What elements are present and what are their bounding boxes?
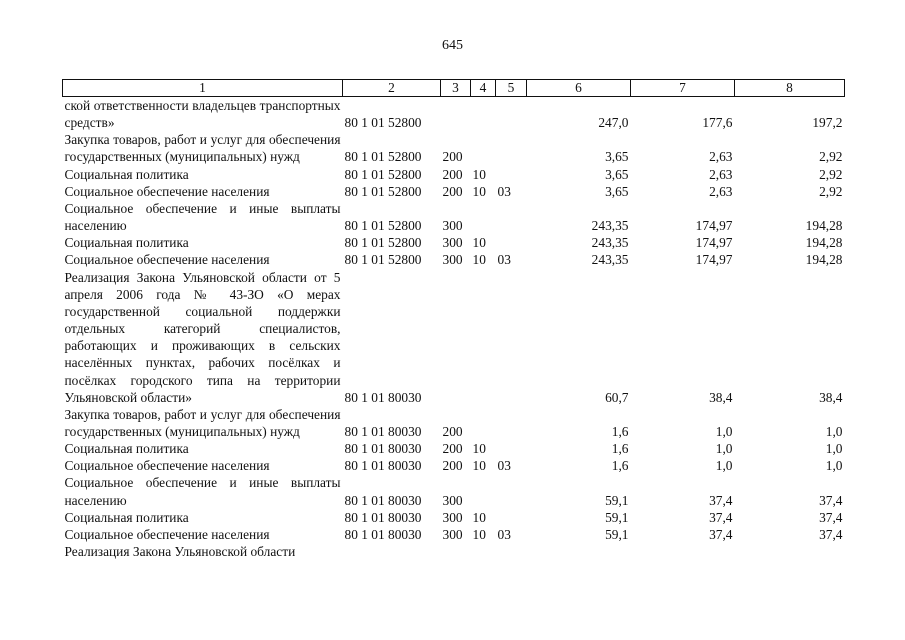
- column-header: 1: [63, 80, 343, 97]
- section-cell: [471, 131, 496, 165]
- amount-cell: 1,0: [825, 423, 843, 439]
- target-code-cell: 80 1 01 52800: [344, 235, 422, 251]
- table-row: [63, 234, 845, 251]
- subsection-cell: [496, 543, 527, 560]
- amount-cell: 1,0: [825, 441, 843, 457]
- subsection-cell: [496, 406, 527, 440]
- row-name-cell: Реализация Закона Ульяновской области от 5 апреля 2006 года № 43-ЗО «О мерах государственной социальной поддержки отдельных категорий специалистов, работающих и проживающих в сельских населённых пунктах, рабочих посёлках и посёлках городского типа на территории Ульяновской области»: [64, 269, 341, 405]
- row-name-cell: ской ответственности владельцев транспортных средств»: [64, 98, 341, 131]
- row-name-cell: Закупка товаров, работ и услуг для обеспечения государственных (муниципальных) нужд: [64, 406, 341, 439]
- target-code-cell: 80 1 01 52800: [344, 252, 422, 268]
- expense-group-cell: [441, 97, 471, 132]
- table-row: [63, 406, 845, 440]
- amount-cell: 174,97: [695, 218, 733, 234]
- amount-cell: 37,4: [709, 509, 733, 525]
- row-name-cell: Социальная политика: [64, 441, 189, 457]
- row-name-cell: Социальное обеспечение населения: [64, 183, 270, 199]
- section-cell: 10: [472, 166, 486, 182]
- section-cell: 10: [472, 252, 486, 268]
- amount-cell: 38,4: [819, 389, 843, 405]
- target-code-cell: 80 1 01 52800: [344, 183, 422, 199]
- amount-cell: 174,97: [695, 252, 733, 268]
- target-code-cell: 80 1 01 80030: [344, 509, 422, 525]
- amount-cell: 3,65: [605, 183, 629, 199]
- expense-group-cell: [441, 269, 471, 406]
- amount-cell: 37,4: [709, 492, 733, 508]
- section-cell: 10: [472, 441, 486, 457]
- table-row: [63, 474, 845, 508]
- subsection-cell: 03: [497, 252, 511, 268]
- amount-cell: 37,4: [709, 526, 733, 542]
- budget-table: [62, 79, 845, 560]
- table-row: [63, 526, 845, 543]
- subsection-cell: [496, 234, 527, 251]
- amount-cell: 174,97: [695, 235, 733, 251]
- page-number: 645: [442, 38, 463, 53]
- subsection-cell: [496, 269, 527, 406]
- subsection-cell: [496, 200, 527, 234]
- amount-cell: 3,65: [605, 149, 629, 165]
- expense-group-cell: 200: [442, 423, 463, 439]
- table-row: [63, 457, 845, 474]
- expense-group-cell: 300: [442, 526, 463, 542]
- amount-cell: 194,28: [805, 235, 843, 251]
- expense-group-cell: 300: [442, 235, 463, 251]
- amount-cell: 38,4: [709, 389, 733, 405]
- table-row: [63, 251, 845, 268]
- amount-cell: 1,6: [611, 423, 629, 439]
- section-cell: [471, 543, 496, 560]
- subsection-cell: [496, 474, 527, 508]
- subsection-cell: 03: [497, 183, 511, 199]
- table-row: [63, 166, 845, 183]
- expense-group-cell: 200: [442, 149, 463, 165]
- amount-cell: 2,92: [819, 166, 843, 182]
- amount-cell: 194,28: [805, 218, 843, 234]
- target-code-cell: [343, 543, 441, 560]
- section-cell: 10: [472, 235, 486, 251]
- section-cell: [471, 269, 496, 406]
- table-header-row: [63, 80, 845, 97]
- amount-cell: 3,65: [605, 166, 629, 182]
- target-code-cell: 80 1 01 52800: [344, 115, 422, 131]
- column-header: 4: [471, 80, 496, 97]
- amount-cell: 243,35: [591, 252, 629, 268]
- section-cell: [471, 474, 496, 508]
- section-cell: 10: [472, 458, 486, 474]
- row-name-cell: Социальное обеспечение населения: [64, 252, 270, 268]
- table-row: [63, 200, 845, 234]
- subsection-cell: [496, 166, 527, 183]
- target-code-cell: 80 1 01 80030: [344, 441, 422, 457]
- row-name-cell: Социальное обеспечение населения: [64, 458, 270, 474]
- row-name-cell: Закупка товаров, работ и услуг для обеспечения государственных (муниципальных) нужд: [64, 132, 341, 165]
- amount-cell: 1,0: [715, 441, 733, 457]
- column-header: 5: [496, 80, 527, 97]
- row-name-cell: Социальная политика: [64, 509, 189, 525]
- column-header: 2: [343, 80, 441, 97]
- amount-cell: 37,4: [819, 492, 843, 508]
- section-cell: [471, 406, 496, 440]
- table-row: [63, 97, 845, 132]
- section-cell: 10: [472, 526, 486, 542]
- amount-cell: 1,6: [611, 441, 629, 457]
- row-name-cell: Социальное обеспечение и иные выплаты населению: [64, 200, 341, 234]
- amount-cell: 243,35: [591, 218, 629, 234]
- amount-cell: 2,63: [709, 183, 733, 199]
- amount-cell: 37,4: [819, 509, 843, 525]
- amount-cell: 1,0: [715, 423, 733, 439]
- row-name-cell: Социальное обеспечение населения: [64, 526, 270, 542]
- amount-cell: 37,4: [819, 526, 843, 542]
- target-code-cell: 80 1 01 80030: [344, 492, 422, 508]
- section-cell: 10: [472, 183, 486, 199]
- expense-group-cell: 300: [442, 252, 463, 268]
- target-code-cell: 80 1 01 80030: [344, 389, 422, 405]
- section-cell: [471, 200, 496, 234]
- subsection-cell: 03: [497, 458, 511, 474]
- subsection-cell: 03: [497, 526, 511, 542]
- subsection-cell: [496, 440, 527, 457]
- expense-group-cell: 300: [442, 509, 463, 525]
- row-name-cell: Социальное обеспечение и иные выплаты населению: [64, 475, 341, 508]
- expense-group-cell: 200: [442, 183, 463, 199]
- table-row: [63, 183, 845, 200]
- expense-group-cell: 200: [442, 441, 463, 457]
- table-row: [63, 131, 845, 165]
- table-row: [63, 509, 845, 526]
- subsection-cell: [496, 131, 527, 165]
- amount-cell: 243,35: [591, 235, 629, 251]
- column-header: 3: [441, 80, 471, 97]
- subsection-cell: [496, 97, 527, 132]
- amount-cell: 177,6: [702, 115, 733, 131]
- section-cell: 10: [472, 509, 486, 525]
- target-code-cell: 80 1 01 80030: [344, 423, 422, 439]
- table-body: [63, 97, 845, 561]
- amount-cell: [527, 543, 631, 560]
- target-code-cell: 80 1 01 52800: [344, 166, 422, 182]
- target-code-cell: 80 1 01 80030: [344, 458, 422, 474]
- expense-group-cell: 200: [442, 166, 463, 182]
- amount-cell: 2,63: [709, 166, 733, 182]
- amount-cell: 247,0: [598, 115, 629, 131]
- amount-cell: [735, 543, 845, 560]
- expense-group-cell: 200: [442, 458, 463, 474]
- row-name-cell: Социальная политика: [64, 235, 189, 251]
- amount-cell: 1,0: [825, 458, 843, 474]
- section-cell: [471, 97, 496, 132]
- amount-cell: 2,92: [819, 149, 843, 165]
- expense-group-cell: 300: [442, 492, 463, 508]
- row-name-cell: Социальная политика: [64, 166, 189, 182]
- target-code-cell: 80 1 01 52800: [344, 218, 422, 234]
- expense-group-cell: [441, 543, 471, 560]
- amount-cell: 59,1: [605, 509, 629, 525]
- subsection-cell: [496, 509, 527, 526]
- target-code-cell: 80 1 01 52800: [344, 149, 422, 165]
- amount-cell: 197,2: [812, 115, 843, 131]
- column-header: 7: [631, 80, 735, 97]
- row-name-cell: Реализация Закона Ульяновской области: [64, 544, 296, 560]
- amount-cell: 2,92: [819, 183, 843, 199]
- amount-cell: 59,1: [605, 526, 629, 542]
- table-row: [63, 543, 845, 560]
- amount-cell: 1,6: [611, 458, 629, 474]
- column-header: 6: [527, 80, 631, 97]
- column-header: 8: [735, 80, 845, 97]
- table-row: [63, 440, 845, 457]
- amount-cell: 2,63: [709, 149, 733, 165]
- amount-cell: 59,1: [605, 492, 629, 508]
- expense-group-cell: 300: [442, 218, 463, 234]
- amount-cell: [631, 543, 735, 560]
- table-row: [63, 269, 845, 406]
- target-code-cell: 80 1 01 80030: [344, 526, 422, 542]
- amount-cell: 194,28: [805, 252, 843, 268]
- amount-cell: 1,0: [715, 458, 733, 474]
- amount-cell: 60,7: [605, 389, 629, 405]
